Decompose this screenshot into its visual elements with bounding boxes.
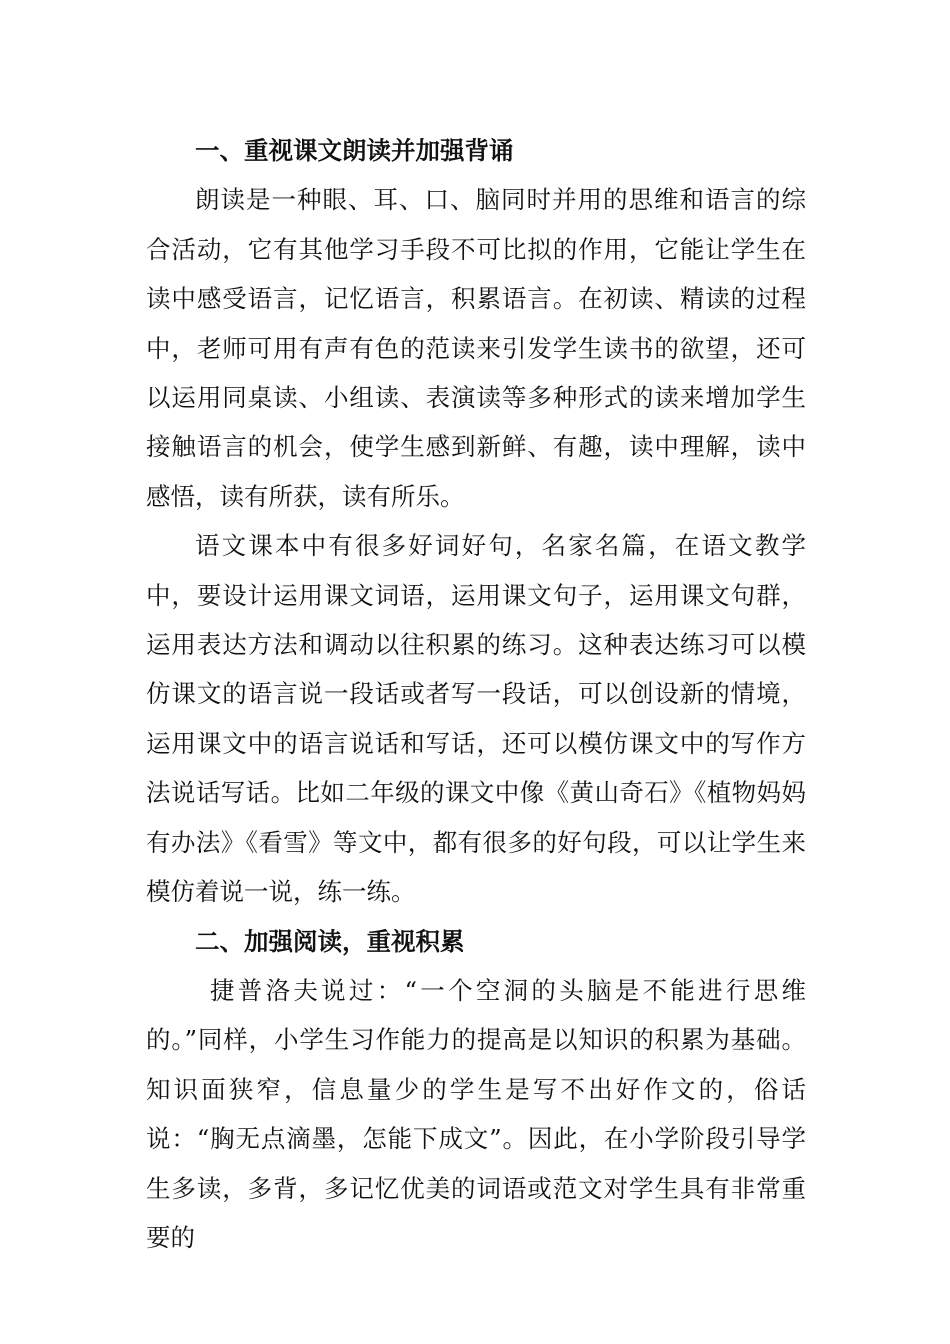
paragraph-reading-aloud: 朗读是一种眼、耳、口、脑同时并用的思维和语言的综合活动，它有其他学习手段不可比拟的作用，它能让学生在读中感受语言，记忆语言，积累语言。在初读、精读的过程中，老师可用有声有色的范读来引发学生读书的欲望，还可以运用同桌读、小组读、表演读等多种形式的读来增加学生接触语言的机会，使学生感到新鲜、有趣，读中理解，读中感悟，读有所获，读有所乐。 (146, 185, 806, 511)
section-heading-1: 一、重视课文朗读并加强背诵 (195, 136, 514, 165)
document-body (146, 126, 806, 1262)
paragraph-accumulation: 捷普洛夫说过：“一个空洞的头脑是不能进行思维的。”同样，小学生习作能力的提高是以知识的积累为基础。知识面狭窄，信息量少的学生是写不出好作文的，俗话说：“胸无点滴墨，怎能下成文”。因此，在小学阶段引导学生多读，多背，多记忆优美的词语或范文对学生具有非常重要的 (146, 975, 806, 1252)
section-heading-2: 二、加强阅读，重视积累 (195, 926, 465, 956)
paragraph-textbook-words: 语文课本中有很多好词好句，名家名篇，在语文教学中，要设计运用课文词语，运用课文句子，运用课文句群，运用表达方法和调动以往积累的练习。这种表达练习可以模仿课文的语言说一段话或者写一段话，可以创设新的情境，运用课文中的语言说话和写话，还可以模仿课文中的写作方法说话写话。比如二年级的课文中像《黄山奇石》《植物妈妈有办法》《看雪》等文中，都有很多的好句段，可以让学生来模仿着说一说，练一练。 (146, 531, 806, 907)
